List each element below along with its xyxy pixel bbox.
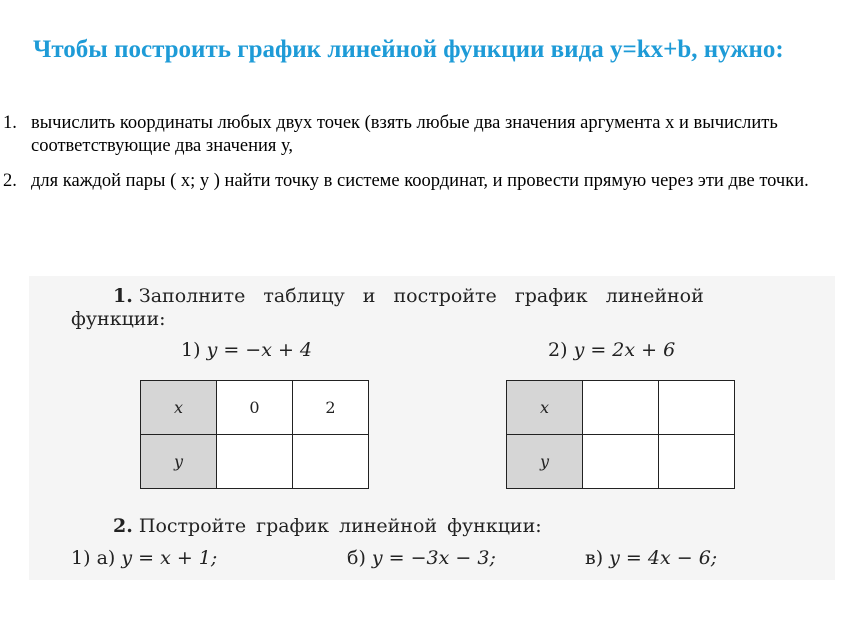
table-header-x: x	[141, 381, 217, 435]
exercise1-part2-formula: y = 2x + 6	[573, 339, 676, 361]
list-item	[0, 112, 840, 158]
table-row	[507, 435, 735, 489]
exercise1-part2-label: 2) y = 2x + 6	[548, 339, 676, 361]
value-table-2	[506, 380, 735, 489]
table-cell[interactable]: 2	[293, 381, 369, 435]
table-row	[507, 381, 735, 435]
exercise2-part-label: 1)	[71, 547, 91, 569]
table-cell[interactable]: 0	[217, 381, 293, 435]
value-table-1	[140, 380, 369, 489]
table-cell[interactable]	[583, 435, 659, 489]
textbook-excerpt-image	[29, 276, 835, 580]
exercise2-item-b: б) y = −3x − 3;	[347, 547, 496, 569]
table-header-x: x	[507, 381, 583, 435]
table-cell[interactable]	[659, 381, 735, 435]
exercise1-instruction-line1	[113, 284, 704, 308]
table-cell[interactable]	[583, 381, 659, 435]
table-cell[interactable]	[217, 435, 293, 489]
exercise2-number: 2.	[113, 515, 133, 537]
exercise2-item-c: в) y = 4x − 6;	[585, 547, 718, 569]
exercise2-formula-a: y = x + 1;	[121, 547, 218, 569]
exercise1-number: 1.	[113, 285, 133, 307]
table-row	[141, 435, 369, 489]
table-header-y: y	[507, 435, 583, 489]
exercise2-formula-c: y = 4x − 6;	[609, 547, 718, 569]
exercise2-text: Постройте график линейной функции:	[138, 515, 542, 537]
table-cell[interactable]	[293, 435, 369, 489]
exercise1-instruction-line2: функции:	[71, 308, 166, 330]
page-title: Чтобы построить график линейной функции вида y=kx+b, нужно:	[33, 36, 784, 63]
exercise1-text: Заполните таблицу и постройте график линейной	[138, 285, 704, 307]
step-number: 2.	[3, 171, 17, 191]
step-number: 1.	[3, 113, 17, 133]
exercise2-instruction	[113, 514, 542, 538]
list-item	[0, 170, 840, 193]
exercise1-part1-formula: y = −x + 4	[206, 339, 313, 361]
table-cell[interactable]	[659, 435, 735, 489]
exercise2-formula-b: y = −3x − 3;	[371, 547, 496, 569]
steps-list	[0, 112, 840, 205]
exercise1-part1-label: 1) y = −x + 4	[181, 339, 313, 361]
exercise2-item-a: 1) а) y = x + 1;	[71, 547, 218, 569]
table-header-y: y	[141, 435, 217, 489]
step-text: для каждой пары ( х; у ) найти точку в системе координат, и провести прямую через эти две точки.	[31, 171, 809, 191]
step-text: вычислить координаты любых двух точек (взять любые два значения аргумента х и вычислить соответствующие два значения у,	[31, 113, 778, 156]
table-row	[141, 381, 369, 435]
